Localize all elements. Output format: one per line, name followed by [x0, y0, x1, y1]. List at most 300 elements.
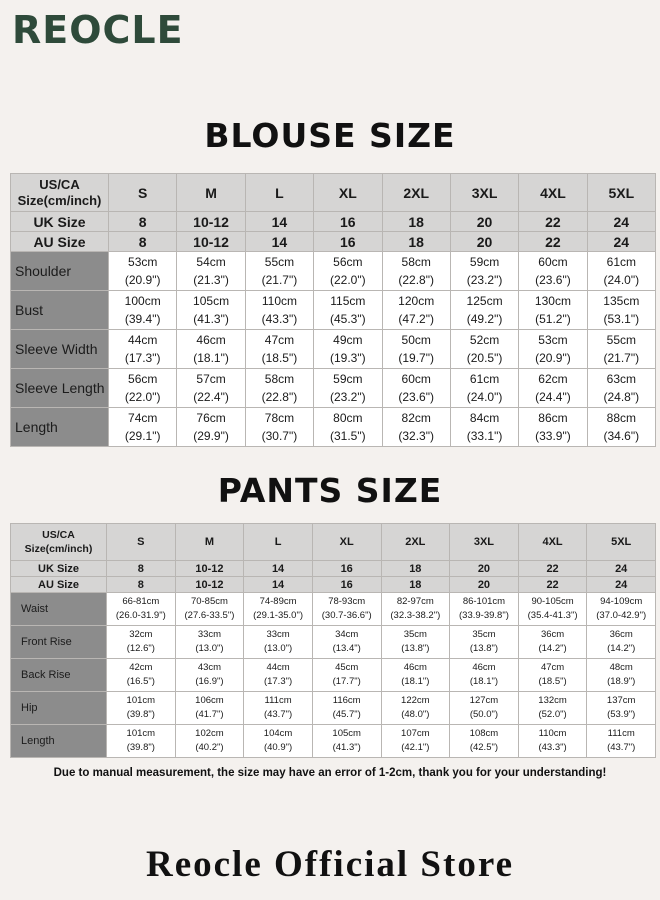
inch-value: (16.9")	[195, 676, 224, 687]
cm-value: 66-81cm	[122, 596, 160, 607]
cm-value: 49cm	[333, 333, 363, 347]
inch-value: (17.3")	[263, 676, 293, 687]
inch-value: (22.4")	[193, 390, 229, 404]
cm-value: 110cm	[538, 728, 567, 739]
blouse-measurement-cell	[450, 291, 518, 330]
inch-value: (17.3")	[124, 351, 161, 365]
cm-value: 78cm	[264, 411, 295, 425]
blouse-measurement-cell	[245, 291, 313, 330]
inch-value: (30.7")	[261, 429, 298, 443]
pants-size-table	[10, 523, 656, 758]
cm-value: 59cm	[469, 255, 500, 269]
cm-value: 130cm	[534, 294, 571, 308]
pants-size-title: PANTS SIZE	[217, 471, 443, 510]
pants-sub-row-value: 20	[450, 577, 519, 593]
inch-value: (22.8")	[261, 390, 298, 404]
blouse-measurement-cell	[177, 252, 245, 291]
blouse-sub-row-value: 18	[382, 232, 450, 252]
cm-value: 57cm	[196, 372, 226, 386]
inch-value: (18.1")	[469, 676, 499, 687]
blouse-sub-row	[11, 212, 656, 232]
cm-value: 44cm	[128, 333, 158, 347]
inch-value: (16.5")	[126, 676, 155, 687]
pants-sub-row-value: 22	[518, 561, 587, 577]
blouse-sub-row-value: 10-12	[177, 212, 245, 232]
blouse-measurement-cell	[109, 291, 177, 330]
pants-measurement-cell	[244, 593, 313, 626]
blouse-measurement-cell	[382, 330, 450, 369]
cm-value: 59cm	[333, 372, 363, 386]
pants-measurement-cell	[587, 626, 656, 659]
cm-value: 62cm	[538, 372, 568, 386]
blouse-size-table	[10, 173, 656, 447]
cm-value: 86-101cm	[462, 596, 506, 607]
pants-corner-label: US/CA Size(cm/inch)	[11, 524, 107, 561]
cm-value: 61cm	[469, 372, 500, 386]
brand-name: REOCLE	[12, 8, 184, 52]
inch-value: (39.8")	[126, 742, 155, 753]
inch-value: (19.7")	[398, 351, 434, 365]
blouse-size-header: S	[109, 174, 177, 212]
cm-value: 74cm	[128, 411, 158, 425]
pants-measurement-cell	[381, 659, 450, 692]
blouse-measurement-cell	[177, 369, 245, 408]
pants-measurement-cell	[312, 593, 381, 626]
blouse-measurement-cell	[450, 408, 518, 447]
cm-value: 84cm	[469, 411, 500, 425]
cm-value: 116cm	[332, 695, 361, 706]
pants-measurement-cell	[244, 626, 313, 659]
inch-value: (26.0-31.9")	[115, 610, 166, 621]
pants-measurement-cell	[381, 626, 450, 659]
cm-value: 33cm	[197, 629, 222, 640]
cm-value: 115cm	[330, 294, 366, 308]
inch-value: (52.0")	[538, 709, 567, 720]
cm-value: 104cm	[263, 728, 293, 739]
inch-value: (41.3")	[332, 742, 361, 753]
pants-measurement-cell	[107, 593, 176, 626]
cm-value: 102cm	[195, 728, 224, 739]
inch-value: (53.9")	[607, 709, 636, 720]
blouse-measurement-cell	[587, 252, 655, 291]
inch-value: (23.2")	[330, 390, 366, 404]
blouse-measurement-cell	[587, 330, 655, 369]
cm-value: 110cm	[261, 294, 297, 308]
cm-value: 34cm	[335, 629, 359, 640]
inch-value: (13.4")	[332, 643, 361, 654]
inch-value: (30.7-36.6")	[321, 610, 372, 621]
inch-value: (24.8")	[603, 390, 640, 404]
pants-measurement-cell	[381, 725, 450, 758]
cm-value: 100cm	[124, 294, 161, 308]
blouse-measurement-cell	[382, 291, 450, 330]
pants-measurement-cell	[450, 659, 519, 692]
blouse-measurement-cell	[314, 369, 382, 408]
inch-value: (42.1")	[401, 742, 430, 753]
blouse-size-header: M	[177, 174, 245, 212]
pants-measurement-cell	[312, 659, 381, 692]
blouse-size-header: 5XL	[587, 174, 655, 212]
blouse-size-header: 4XL	[519, 174, 587, 212]
blouse-measurement-cell	[382, 369, 450, 408]
blouse-sub-row-value: 20	[450, 232, 518, 252]
cm-value: 111cm	[264, 695, 292, 706]
blouse-measurement-cell	[314, 252, 382, 291]
inch-value: (49.2")	[466, 312, 503, 326]
blouse-measurement-cell	[314, 408, 382, 447]
cm-value: 46cm	[472, 662, 496, 673]
pants-size-header: XL	[312, 524, 381, 561]
blouse-measurement-cell	[519, 369, 587, 408]
inch-value: (24.0")	[603, 273, 640, 287]
cm-value: 46cm	[403, 662, 427, 673]
pants-size-header: 3XL	[450, 524, 519, 561]
cm-value: 43cm	[197, 662, 222, 673]
cm-value: 120cm	[398, 294, 435, 308]
inch-value: (43.3")	[538, 742, 567, 753]
cm-value: 132cm	[538, 695, 567, 706]
inch-value: (22.0")	[330, 273, 366, 287]
cm-value: 86cm	[538, 411, 568, 425]
cm-value: 135cm	[603, 294, 640, 308]
cm-value: 90-105cm	[531, 596, 574, 607]
cm-value: 101cm	[126, 728, 156, 739]
blouse-measurement-cell	[109, 330, 177, 369]
measurement-note: Due to manual measurement, the size may have an error of 1-2cm, thank you for your understanding!	[53, 767, 607, 779]
pants-measurement-cell	[175, 626, 244, 659]
blouse-sub-row-value: 8	[109, 212, 177, 232]
pants-measurement-row	[11, 692, 656, 725]
inch-value: (19.3")	[330, 351, 366, 365]
cm-value: 125cm	[466, 294, 503, 308]
inch-value: (29.1-35.0")	[253, 610, 303, 621]
pants-sub-row-value: 24	[587, 577, 656, 593]
cm-value: 32cm	[129, 629, 153, 640]
inch-value: (29.9")	[193, 429, 229, 443]
blouse-measurement-cell	[245, 330, 313, 369]
cm-value: 61cm	[606, 255, 636, 269]
cm-value: 108cm	[469, 728, 499, 739]
blouse-measurement-cell	[109, 252, 177, 291]
pants-measurement-cell	[107, 692, 176, 725]
blouse-sub-row	[11, 232, 656, 252]
blouse-sub-row-value: 14	[245, 232, 313, 252]
cm-value: 33cm	[266, 629, 290, 640]
inch-value: (21.7")	[603, 351, 640, 365]
blouse-measurement-row	[11, 330, 656, 369]
cm-value: 36cm	[540, 629, 565, 640]
blouse-measurement-cell	[587, 408, 655, 447]
cm-value: 94-109cm	[600, 596, 643, 607]
inch-value: (39.8")	[126, 709, 155, 720]
inch-value: (22.8")	[398, 273, 434, 287]
inch-value: (18.9")	[607, 676, 636, 687]
blouse-corner-label: US/CA Size(cm/inch)	[11, 174, 109, 212]
blouse-measurement-cell	[382, 408, 450, 447]
pants-sub-row-label: UK Size	[11, 561, 107, 577]
pants-measurement-cell	[244, 692, 313, 725]
blouse-measurement-cell	[177, 330, 245, 369]
blouse-sub-row-value: 14	[245, 212, 313, 232]
cm-value: 80cm	[333, 411, 363, 425]
pants-sub-row-value: 16	[312, 561, 381, 577]
pants-sub-row-value: 14	[244, 577, 313, 593]
pants-size-header: 4XL	[518, 524, 587, 561]
blouse-measurement-cell	[314, 291, 382, 330]
inch-value: (18.5")	[538, 676, 567, 687]
inch-value: (18.1")	[193, 351, 229, 365]
pants-sub-row-value: 10-12	[175, 561, 244, 577]
blouse-measurement-cell	[450, 330, 518, 369]
blouse-measurement-cell	[245, 252, 313, 291]
inch-value: (37.0-42.9")	[596, 610, 647, 621]
cm-value: 47cm	[264, 333, 295, 347]
blouse-measurement-label: Length	[11, 408, 109, 447]
pants-sub-row-value: 20	[450, 561, 519, 577]
pants-measurement-label: Hip	[11, 692, 107, 725]
pants-measurement-cell	[312, 626, 381, 659]
blouse-measurement-cell	[177, 291, 245, 330]
pants-measurement-cell	[381, 593, 450, 626]
blouse-measurement-row	[11, 252, 656, 291]
inch-value: (43.7")	[607, 742, 636, 753]
blouse-measurement-cell	[519, 252, 587, 291]
pants-measurement-cell	[107, 659, 176, 692]
pants-sub-row-value: 18	[381, 577, 450, 593]
inch-value: (27.6-33.5")	[184, 610, 235, 621]
inch-value: (18.1")	[401, 676, 430, 687]
blouse-sub-row-value: 16	[314, 212, 382, 232]
pants-measurement-cell	[312, 692, 381, 725]
cm-value: 53cm	[538, 333, 568, 347]
cm-value: 45cm	[335, 662, 359, 673]
inch-value: (39.4")	[124, 312, 161, 326]
blouse-sub-row-value: 18	[382, 212, 450, 232]
pants-header-row	[11, 524, 656, 561]
blouse-measurement-cell	[177, 408, 245, 447]
cm-value: 42cm	[129, 662, 153, 673]
inch-value: (33.9")	[535, 429, 571, 443]
blouse-size-title: BLOUSE SIZE	[204, 116, 456, 155]
blouse-measurement-cell	[519, 408, 587, 447]
pants-measurement-cell	[107, 626, 176, 659]
pants-measurement-cell	[450, 725, 519, 758]
inch-value: (33.1")	[466, 429, 503, 443]
inch-value: (13.8")	[401, 643, 430, 654]
pants-sub-row	[11, 577, 656, 593]
cm-value: 53cm	[128, 255, 158, 269]
inch-value: (51.2")	[535, 312, 571, 326]
blouse-measurement-row	[11, 408, 656, 447]
inch-value: (40.9")	[263, 742, 293, 753]
inch-value: (41.3")	[193, 312, 229, 326]
cm-value: 111cm	[607, 728, 635, 739]
pants-measurement-cell	[381, 692, 450, 725]
cm-value: 58cm	[401, 255, 431, 269]
blouse-measurement-label: Shoulder	[11, 252, 109, 291]
pants-measurement-label: Length	[11, 725, 107, 758]
pants-sub-row-value: 10-12	[175, 577, 244, 593]
blouse-measurement-cell	[450, 252, 518, 291]
blouse-measurement-label: Bust	[11, 291, 109, 330]
inch-value: (32.3")	[398, 429, 434, 443]
pants-measurement-row	[11, 725, 656, 758]
blouse-measurement-cell	[382, 252, 450, 291]
pants-measurement-cell	[175, 593, 244, 626]
blouse-measurement-row	[11, 369, 656, 408]
inch-value: (13.0")	[263, 643, 293, 654]
inch-value: (42.5")	[469, 742, 499, 753]
blouse-size-header: XL	[314, 174, 382, 212]
pants-measurement-cell	[175, 725, 244, 758]
cm-value: 78-93cm	[328, 596, 366, 607]
cm-value: 106cm	[195, 695, 224, 706]
blouse-measurement-cell	[109, 369, 177, 408]
inch-value: (23.6")	[535, 273, 571, 287]
pants-measurement-cell	[518, 659, 587, 692]
pants-measurement-cell	[450, 593, 519, 626]
inch-value: (13.8")	[469, 643, 499, 654]
pants-measurement-cell	[175, 692, 244, 725]
inch-value: (21.3")	[193, 273, 229, 287]
pants-measurement-cell	[518, 626, 587, 659]
pants-measurement-row	[11, 626, 656, 659]
pants-measurement-cell	[244, 725, 313, 758]
inch-value: (40.2")	[195, 742, 224, 753]
pants-measurement-row	[11, 593, 656, 626]
inch-value: (48.0")	[401, 709, 430, 720]
blouse-size-header: 3XL	[450, 174, 518, 212]
pants-sub-row-value: 14	[244, 561, 313, 577]
cm-value: 46cm	[196, 333, 226, 347]
pants-size-header: S	[107, 524, 176, 561]
inch-value: (53.1")	[603, 312, 640, 326]
inch-value: (43.7")	[263, 709, 293, 720]
inch-value: (12.6")	[126, 643, 155, 654]
cm-value: 56cm	[128, 372, 158, 386]
cm-value: 55cm	[264, 255, 295, 269]
pants-measurement-row	[11, 659, 656, 692]
pants-measurement-cell	[587, 692, 656, 725]
cm-value: 36cm	[609, 629, 633, 640]
cm-value: 127cm	[469, 695, 499, 706]
pants-sub-row-value: 16	[312, 577, 381, 593]
inch-value: (23.2")	[466, 273, 503, 287]
inch-value: (20.9")	[535, 351, 571, 365]
pants-measurement-cell	[450, 626, 519, 659]
cm-value: 54cm	[196, 255, 226, 269]
inch-value: (43.3")	[261, 312, 298, 326]
inch-value: (35.4-41.3")	[527, 610, 578, 621]
pants-measurement-cell	[518, 725, 587, 758]
cm-value: 50cm	[401, 333, 431, 347]
blouse-measurement-cell	[450, 369, 518, 408]
blouse-measurement-cell	[519, 330, 587, 369]
cm-value: 47cm	[540, 662, 565, 673]
inch-value: (34.6")	[603, 429, 640, 443]
inch-value: (41.7")	[195, 709, 224, 720]
pants-measurement-label: Back Rise	[11, 659, 107, 692]
inch-value: (50.0")	[469, 709, 499, 720]
pants-measurement-cell	[587, 593, 656, 626]
blouse-measurement-cell	[587, 291, 655, 330]
blouse-sub-row-label: UK Size	[11, 212, 109, 232]
blouse-measurement-cell	[245, 408, 313, 447]
cm-value: 101cm	[126, 695, 156, 706]
pants-sub-row-label: AU Size	[11, 577, 107, 593]
inch-value: (23.6")	[398, 390, 434, 404]
pants-measurement-cell	[175, 659, 244, 692]
inch-value: (21.7")	[261, 273, 298, 287]
blouse-sub-row-value: 10-12	[177, 232, 245, 252]
inch-value: (20.5")	[466, 351, 503, 365]
cm-value: 137cm	[606, 695, 636, 706]
pants-measurement-cell	[244, 659, 313, 692]
cm-value: 35cm	[472, 629, 496, 640]
brand-logo	[12, 10, 184, 50]
cm-value: 74-89cm	[259, 596, 297, 607]
blouse-measurement-label: Sleeve Width	[11, 330, 109, 369]
store-name: Reocle Official Store	[145, 844, 515, 885]
pants-measurement-label: Waist	[11, 593, 107, 626]
pants-size-header: M	[175, 524, 244, 561]
cm-value: 82cm	[401, 411, 431, 425]
blouse-sub-row-value: 16	[314, 232, 382, 252]
pants-size-header: 5XL	[587, 524, 656, 561]
pants-measurement-cell	[312, 725, 381, 758]
inch-value: (45.7")	[332, 709, 361, 720]
cm-value: 35cm	[403, 629, 427, 640]
inch-value: (22.0")	[124, 390, 161, 404]
blouse-measurement-cell	[245, 369, 313, 408]
blouse-sub-row-value: 22	[519, 212, 587, 232]
cm-value: 58cm	[264, 372, 295, 386]
cm-value: 63cm	[606, 372, 636, 386]
cm-value: 44cm	[266, 662, 290, 673]
blouse-measurement-row	[11, 291, 656, 330]
cm-value: 60cm	[401, 372, 431, 386]
cm-value: 105cm	[193, 294, 230, 308]
cm-value: 107cm	[401, 728, 430, 739]
pants-size-header: L	[244, 524, 313, 561]
blouse-measurement-cell	[314, 330, 382, 369]
inch-value: (31.5")	[330, 429, 366, 443]
inch-value: (33.9-39.8")	[459, 610, 509, 621]
inch-value: (47.2")	[398, 312, 434, 326]
blouse-size-header: 2XL	[382, 174, 450, 212]
pants-measurement-cell	[518, 593, 587, 626]
blouse-header-row	[11, 174, 656, 212]
pants-measurement-cell	[518, 692, 587, 725]
blouse-sub-row-label: AU Size	[11, 232, 109, 252]
pants-sub-row-value: 8	[107, 561, 176, 577]
cm-value: 88cm	[606, 411, 636, 425]
inch-value: (14.2")	[538, 643, 567, 654]
blouse-measurement-cell	[109, 408, 177, 447]
pants-measurement-cell	[587, 725, 656, 758]
blouse-sub-row-value: 22	[519, 232, 587, 252]
blouse-sub-row-value: 20	[450, 212, 518, 232]
cm-value: 55cm	[606, 333, 636, 347]
inch-value: (18.5")	[261, 351, 298, 365]
cm-value: 105cm	[332, 728, 361, 739]
cm-value: 76cm	[196, 411, 226, 425]
cm-value: 52cm	[469, 333, 500, 347]
blouse-sub-row-value: 8	[109, 232, 177, 252]
inch-value: (29.1")	[124, 429, 161, 443]
pants-sub-row-value: 18	[381, 561, 450, 577]
cm-value: 122cm	[401, 695, 430, 706]
